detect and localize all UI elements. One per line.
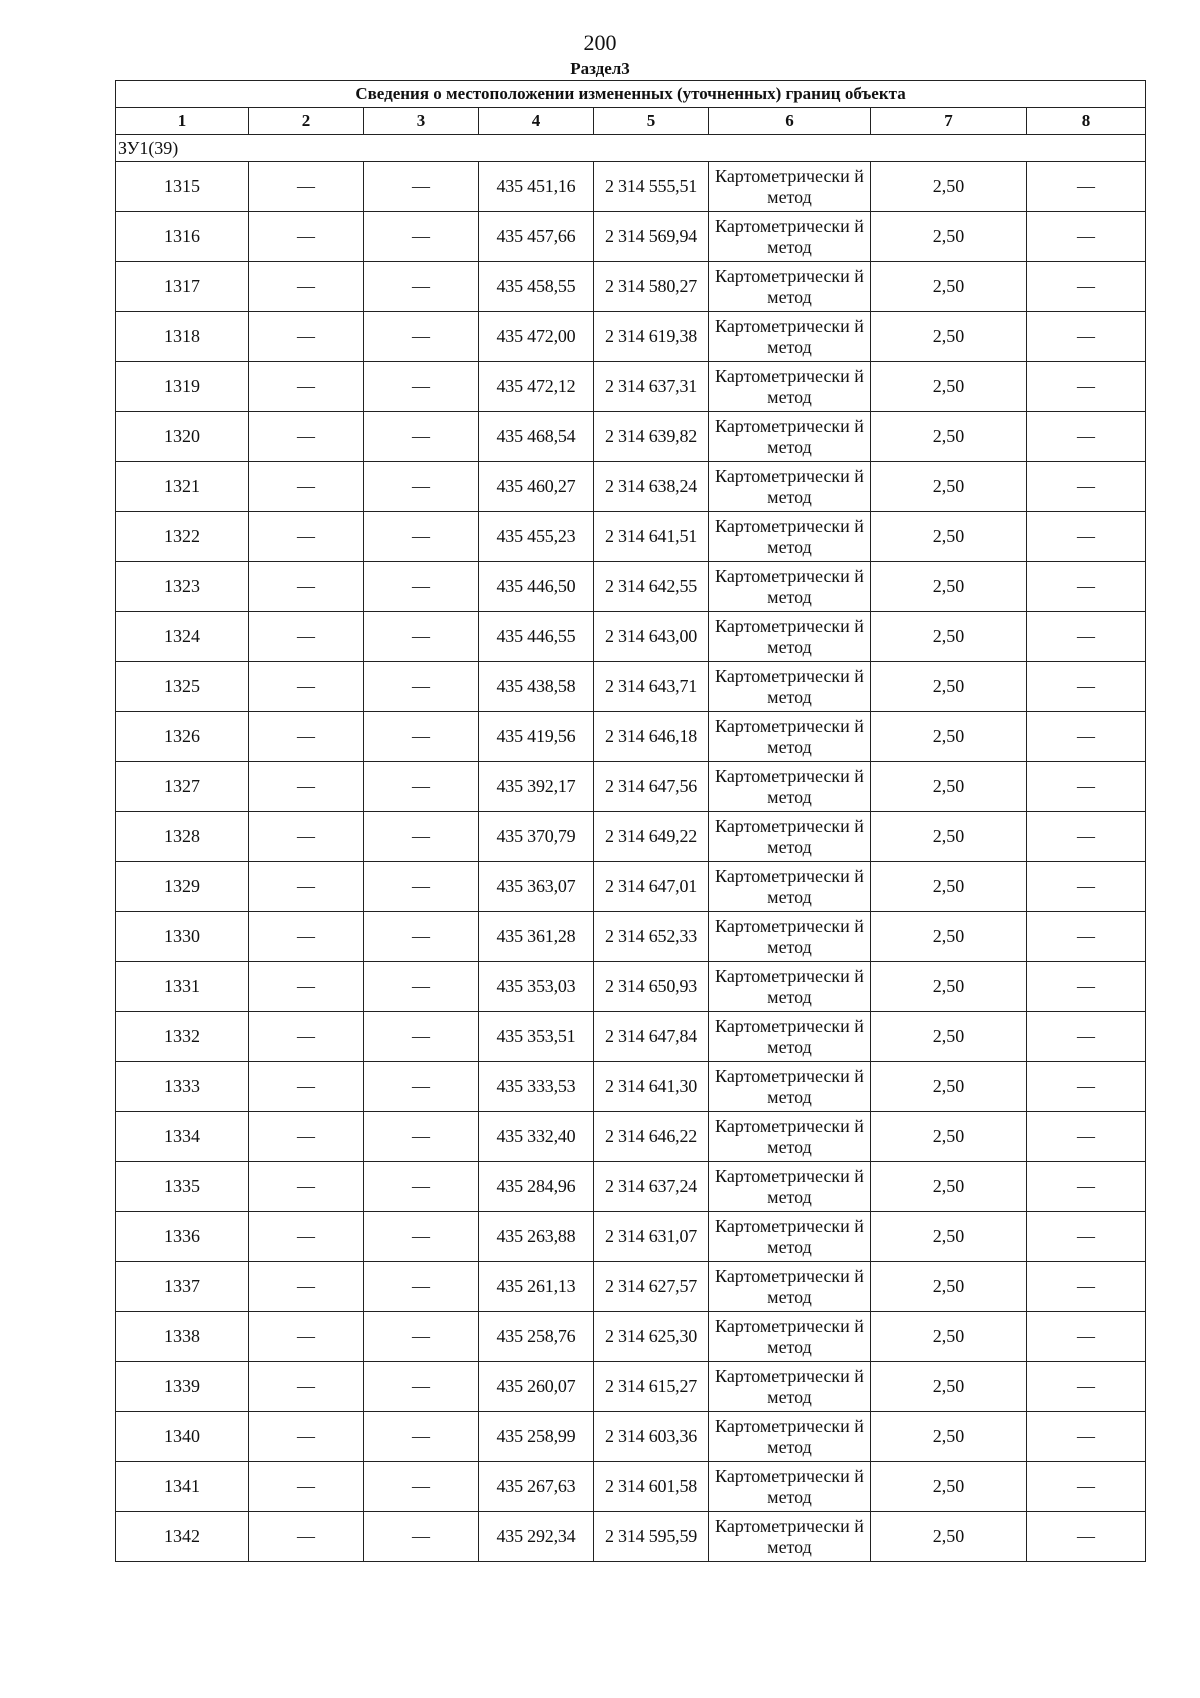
column-number-8: 8: [1027, 108, 1146, 135]
point-number-cell: 1316: [116, 212, 249, 262]
column-3-cell: —: [364, 762, 479, 812]
point-number-cell: 1323: [116, 562, 249, 612]
accuracy-cell: 2,50: [871, 162, 1027, 212]
table-row: [116, 1162, 1146, 1212]
method-cell: Картометрически й метод: [709, 762, 871, 812]
x-coordinate-cell: 435 446,55: [479, 612, 594, 662]
table-row: [116, 1512, 1146, 1562]
column-8-cell: —: [1027, 1162, 1146, 1212]
x-coordinate-cell: 435 438,58: [479, 662, 594, 712]
method-cell: Картометрически й метод: [709, 1462, 871, 1512]
accuracy-cell: 2,50: [871, 712, 1027, 762]
column-3-cell: —: [364, 612, 479, 662]
x-coordinate-cell: 435 353,03: [479, 962, 594, 1012]
column-3-cell: —: [364, 512, 479, 562]
point-number-cell: 1340: [116, 1412, 249, 1462]
y-coordinate-cell: 2 314 595,59: [594, 1512, 709, 1562]
x-coordinate-cell: 435 361,28: [479, 912, 594, 962]
column-8-cell: —: [1027, 412, 1146, 462]
y-coordinate-cell: 2 314 627,57: [594, 1262, 709, 1312]
column-3-cell: —: [364, 1312, 479, 1362]
accuracy-cell: 2,50: [871, 462, 1027, 512]
y-coordinate-cell: 2 314 625,30: [594, 1312, 709, 1362]
point-number-cell: 1336: [116, 1212, 249, 1262]
accuracy-cell: 2,50: [871, 362, 1027, 412]
column-3-cell: —: [364, 462, 479, 512]
table-row: [116, 1362, 1146, 1412]
section-title: Раздел3: [570, 59, 630, 78]
column-8-cell: —: [1027, 662, 1146, 712]
column-2-cell: —: [249, 1112, 364, 1162]
column-3-cell: —: [364, 1062, 479, 1112]
x-coordinate-cell: 435 451,16: [479, 162, 594, 212]
column-8-cell: —: [1027, 162, 1146, 212]
y-coordinate-cell: 2 314 637,24: [594, 1162, 709, 1212]
column-number-5: 5: [594, 108, 709, 135]
point-number-cell: 1342: [116, 1512, 249, 1562]
y-coordinate-cell: 2 314 569,94: [594, 212, 709, 262]
table-row: [116, 1062, 1146, 1112]
column-2-cell: —: [249, 1212, 364, 1262]
column-8-cell: —: [1027, 612, 1146, 662]
column-3-cell: —: [364, 1412, 479, 1462]
table-row: [116, 512, 1146, 562]
table-row: [116, 1012, 1146, 1062]
x-coordinate-cell: 435 267,63: [479, 1462, 594, 1512]
accuracy-cell: 2,50: [871, 262, 1027, 312]
point-number-cell: 1329: [116, 862, 249, 912]
point-number-cell: 1319: [116, 362, 249, 412]
method-cell: Картометрически й метод: [709, 262, 871, 312]
x-coordinate-cell: 435 261,13: [479, 1262, 594, 1312]
method-cell: Картометрически й метод: [709, 1212, 871, 1262]
accuracy-cell: 2,50: [871, 1262, 1027, 1312]
column-3-cell: —: [364, 1262, 479, 1312]
method-cell: Картометрически й метод: [709, 1312, 871, 1362]
page-number: 200: [583, 30, 617, 55]
point-number-cell: 1325: [116, 662, 249, 712]
column-8-cell: —: [1027, 462, 1146, 512]
column-8-cell: —: [1027, 1312, 1146, 1362]
accuracy-cell: 2,50: [871, 512, 1027, 562]
column-2-cell: —: [249, 712, 364, 762]
method-cell: Картометрически й метод: [709, 512, 871, 562]
column-3-cell: —: [364, 1012, 479, 1062]
method-cell: Картометрически й метод: [709, 1412, 871, 1462]
column-3-cell: —: [364, 162, 479, 212]
column-8-cell: —: [1027, 1512, 1146, 1562]
accuracy-cell: 2,50: [871, 212, 1027, 262]
point-number-cell: 1320: [116, 412, 249, 462]
x-coordinate-cell: 435 353,51: [479, 1012, 594, 1062]
point-number-cell: 1317: [116, 262, 249, 312]
table-row: [116, 1112, 1146, 1162]
column-8-cell: —: [1027, 1062, 1146, 1112]
x-coordinate-cell: 435 455,23: [479, 512, 594, 562]
column-8-cell: —: [1027, 362, 1146, 412]
column-2-cell: —: [249, 1462, 364, 1512]
method-cell: Картометрически й метод: [709, 162, 871, 212]
x-coordinate-cell: 435 468,54: [479, 412, 594, 462]
table-row: [116, 562, 1146, 612]
x-coordinate-cell: 435 284,96: [479, 1162, 594, 1212]
y-coordinate-cell: 2 314 639,82: [594, 412, 709, 462]
accuracy-cell: 2,50: [871, 1462, 1027, 1512]
table-row: [116, 612, 1146, 662]
point-number-cell: 1326: [116, 712, 249, 762]
column-2-cell: —: [249, 412, 364, 462]
table-caption: Сведения о местоположении измененных (уточненных) границ объекта: [116, 81, 1146, 108]
column-2-cell: —: [249, 212, 364, 262]
column-number-2: 2: [249, 108, 364, 135]
column-3-cell: —: [364, 1162, 479, 1212]
x-coordinate-cell: 435 370,79: [479, 812, 594, 862]
table-row: [116, 912, 1146, 962]
column-2-cell: —: [249, 912, 364, 962]
y-coordinate-cell: 2 314 631,07: [594, 1212, 709, 1262]
accuracy-cell: 2,50: [871, 1212, 1027, 1262]
accuracy-cell: 2,50: [871, 1062, 1027, 1112]
accuracy-cell: 2,50: [871, 912, 1027, 962]
table-row: [116, 1462, 1146, 1512]
point-number-cell: 1315: [116, 162, 249, 212]
column-2-cell: —: [249, 362, 364, 412]
accuracy-cell: 2,50: [871, 862, 1027, 912]
column-number-7: 7: [871, 108, 1027, 135]
accuracy-cell: 2,50: [871, 1112, 1027, 1162]
point-number-cell: 1334: [116, 1112, 249, 1162]
column-2-cell: —: [249, 312, 364, 362]
column-3-cell: —: [364, 812, 479, 862]
y-coordinate-cell: 2 314 649,22: [594, 812, 709, 862]
table-row: [116, 712, 1146, 762]
accuracy-cell: 2,50: [871, 962, 1027, 1012]
y-coordinate-cell: 2 314 647,56: [594, 762, 709, 812]
point-number-cell: 1324: [116, 612, 249, 662]
table-row: [116, 162, 1146, 212]
y-coordinate-cell: 2 314 615,27: [594, 1362, 709, 1412]
point-number-cell: 1341: [116, 1462, 249, 1512]
group-label: ЗУ1(39): [116, 135, 1146, 162]
method-cell: Картометрически й метод: [709, 962, 871, 1012]
x-coordinate-cell: 435 457,66: [479, 212, 594, 262]
x-coordinate-cell: 435 258,99: [479, 1412, 594, 1462]
column-2-cell: —: [249, 1012, 364, 1062]
y-coordinate-cell: 2 314 601,58: [594, 1462, 709, 1512]
column-8-cell: —: [1027, 762, 1146, 812]
method-cell: Картометрически й метод: [709, 1512, 871, 1562]
point-number-cell: 1338: [116, 1312, 249, 1362]
column-3-cell: —: [364, 212, 479, 262]
table-row: [116, 462, 1146, 512]
y-coordinate-cell: 2 314 580,27: [594, 262, 709, 312]
method-cell: Картометрически й метод: [709, 412, 871, 462]
table-body: [116, 162, 1146, 1562]
column-number-4: 4: [479, 108, 594, 135]
column-3-cell: —: [364, 1362, 479, 1412]
method-cell: Картометрически й метод: [709, 1062, 871, 1112]
table-row: [116, 362, 1146, 412]
column-8-cell: —: [1027, 562, 1146, 612]
method-cell: Картометрически й метод: [709, 212, 871, 262]
column-number-row: [116, 108, 1146, 135]
table-row: [116, 662, 1146, 712]
method-cell: Картометрически й метод: [709, 462, 871, 512]
method-cell: Картометрически й метод: [709, 1012, 871, 1062]
method-cell: Картометрически й метод: [709, 1362, 871, 1412]
accuracy-cell: 2,50: [871, 812, 1027, 862]
column-2-cell: —: [249, 762, 364, 812]
column-8-cell: —: [1027, 1112, 1146, 1162]
accuracy-cell: 2,50: [871, 762, 1027, 812]
accuracy-cell: 2,50: [871, 612, 1027, 662]
column-3-cell: —: [364, 1512, 479, 1562]
column-2-cell: —: [249, 662, 364, 712]
table-row: [116, 862, 1146, 912]
table-row: [116, 212, 1146, 262]
column-3-cell: —: [364, 412, 479, 462]
x-coordinate-cell: 435 472,00: [479, 312, 594, 362]
method-cell: Картометрически й метод: [709, 912, 871, 962]
table-row: [116, 1262, 1146, 1312]
x-coordinate-cell: 435 392,17: [479, 762, 594, 812]
column-2-cell: —: [249, 812, 364, 862]
column-2-cell: —: [249, 1062, 364, 1112]
table-row: [116, 412, 1146, 462]
y-coordinate-cell: 2 314 638,24: [594, 462, 709, 512]
column-8-cell: —: [1027, 1262, 1146, 1312]
x-coordinate-cell: 435 332,40: [479, 1112, 594, 1162]
column-2-cell: —: [249, 1312, 364, 1362]
column-8-cell: —: [1027, 1362, 1146, 1412]
y-coordinate-cell: 2 314 646,22: [594, 1112, 709, 1162]
column-2-cell: —: [249, 562, 364, 612]
method-cell: Картометрически й метод: [709, 712, 871, 762]
column-3-cell: —: [364, 262, 479, 312]
accuracy-cell: 2,50: [871, 1162, 1027, 1212]
method-cell: Картометрически й метод: [709, 1262, 871, 1312]
accuracy-cell: 2,50: [871, 1412, 1027, 1462]
accuracy-cell: 2,50: [871, 562, 1027, 612]
table-row: [116, 812, 1146, 862]
column-8-cell: —: [1027, 962, 1146, 1012]
column-2-cell: —: [249, 1162, 364, 1212]
x-coordinate-cell: 435 446,50: [479, 562, 594, 612]
accuracy-cell: 2,50: [871, 1312, 1027, 1362]
column-3-cell: —: [364, 1462, 479, 1512]
column-3-cell: —: [364, 312, 479, 362]
table-row: [116, 762, 1146, 812]
table-row: [116, 962, 1146, 1012]
table-row: [116, 1212, 1146, 1262]
y-coordinate-cell: 2 314 641,51: [594, 512, 709, 562]
y-coordinate-cell: 2 314 650,93: [594, 962, 709, 1012]
column-2-cell: —: [249, 1362, 364, 1412]
method-cell: Картометрически й метод: [709, 862, 871, 912]
point-number-cell: 1327: [116, 762, 249, 812]
y-coordinate-cell: 2 314 619,38: [594, 312, 709, 362]
column-2-cell: —: [249, 962, 364, 1012]
x-coordinate-cell: 435 472,12: [479, 362, 594, 412]
x-coordinate-cell: 435 460,27: [479, 462, 594, 512]
column-3-cell: —: [364, 1212, 479, 1262]
x-coordinate-cell: 435 263,88: [479, 1212, 594, 1262]
y-coordinate-cell: 2 314 642,55: [594, 562, 709, 612]
point-number-cell: 1339: [116, 1362, 249, 1412]
column-2-cell: —: [249, 1412, 364, 1462]
point-number-cell: 1335: [116, 1162, 249, 1212]
column-8-cell: —: [1027, 512, 1146, 562]
column-number-6: 6: [709, 108, 871, 135]
column-2-cell: —: [249, 1512, 364, 1562]
column-2-cell: —: [249, 462, 364, 512]
x-coordinate-cell: 435 419,56: [479, 712, 594, 762]
accuracy-cell: 2,50: [871, 312, 1027, 362]
column-3-cell: —: [364, 912, 479, 962]
column-3-cell: —: [364, 662, 479, 712]
point-number-cell: 1337: [116, 1262, 249, 1312]
column-2-cell: —: [249, 1262, 364, 1312]
point-number-cell: 1321: [116, 462, 249, 512]
column-8-cell: —: [1027, 862, 1146, 912]
method-cell: Картометрически й метод: [709, 662, 871, 712]
x-coordinate-cell: 435 333,53: [479, 1062, 594, 1112]
column-2-cell: —: [249, 612, 364, 662]
column-8-cell: —: [1027, 812, 1146, 862]
column-3-cell: —: [364, 712, 479, 762]
boundary-coordinates-table: [115, 80, 1146, 1562]
column-3-cell: —: [364, 962, 479, 1012]
column-8-cell: —: [1027, 712, 1146, 762]
y-coordinate-cell: 2 314 647,01: [594, 862, 709, 912]
table-row: [116, 1412, 1146, 1462]
method-cell: Картометрически й метод: [709, 362, 871, 412]
column-3-cell: —: [364, 862, 479, 912]
y-coordinate-cell: 2 314 603,36: [594, 1412, 709, 1462]
accuracy-cell: 2,50: [871, 662, 1027, 712]
x-coordinate-cell: 435 292,34: [479, 1512, 594, 1562]
y-coordinate-cell: 2 314 641,30: [594, 1062, 709, 1112]
y-coordinate-cell: 2 314 647,84: [594, 1012, 709, 1062]
column-2-cell: —: [249, 162, 364, 212]
column-2-cell: —: [249, 862, 364, 912]
table-row: [116, 312, 1146, 362]
column-8-cell: —: [1027, 912, 1146, 962]
column-8-cell: —: [1027, 262, 1146, 312]
table-row: [116, 262, 1146, 312]
method-cell: Картометрически й метод: [709, 312, 871, 362]
method-cell: Картометрически й метод: [709, 1112, 871, 1162]
column-3-cell: —: [364, 362, 479, 412]
column-3-cell: —: [364, 1112, 479, 1162]
x-coordinate-cell: 435 363,07: [479, 862, 594, 912]
point-number-cell: 1328: [116, 812, 249, 862]
accuracy-cell: 2,50: [871, 1512, 1027, 1562]
method-cell: Картометрически й метод: [709, 612, 871, 662]
y-coordinate-cell: 2 314 643,00: [594, 612, 709, 662]
method-cell: Картометрически й метод: [709, 812, 871, 862]
table-row: [116, 1312, 1146, 1362]
column-2-cell: —: [249, 512, 364, 562]
column-8-cell: —: [1027, 1012, 1146, 1062]
y-coordinate-cell: 2 314 637,31: [594, 362, 709, 412]
column-8-cell: —: [1027, 212, 1146, 262]
point-number-cell: 1322: [116, 512, 249, 562]
column-8-cell: —: [1027, 1212, 1146, 1262]
y-coordinate-cell: 2 314 646,18: [594, 712, 709, 762]
column-number-3: 3: [364, 108, 479, 135]
column-2-cell: —: [249, 262, 364, 312]
column-8-cell: —: [1027, 1462, 1146, 1512]
column-8-cell: —: [1027, 312, 1146, 362]
point-number-cell: 1333: [116, 1062, 249, 1112]
accuracy-cell: 2,50: [871, 1012, 1027, 1062]
y-coordinate-cell: 2 314 555,51: [594, 162, 709, 212]
accuracy-cell: 2,50: [871, 1362, 1027, 1412]
accuracy-cell: 2,50: [871, 412, 1027, 462]
column-8-cell: —: [1027, 1412, 1146, 1462]
point-number-cell: 1318: [116, 312, 249, 362]
x-coordinate-cell: 435 258,76: [479, 1312, 594, 1362]
method-cell: Картометрически й метод: [709, 562, 871, 612]
point-number-cell: 1330: [116, 912, 249, 962]
x-coordinate-cell: 435 260,07: [479, 1362, 594, 1412]
column-number-1: 1: [116, 108, 249, 135]
y-coordinate-cell: 2 314 643,71: [594, 662, 709, 712]
column-3-cell: —: [364, 562, 479, 612]
point-number-cell: 1331: [116, 962, 249, 1012]
y-coordinate-cell: 2 314 652,33: [594, 912, 709, 962]
x-coordinate-cell: 435 458,55: [479, 262, 594, 312]
method-cell: Картометрически й метод: [709, 1162, 871, 1212]
point-number-cell: 1332: [116, 1012, 249, 1062]
